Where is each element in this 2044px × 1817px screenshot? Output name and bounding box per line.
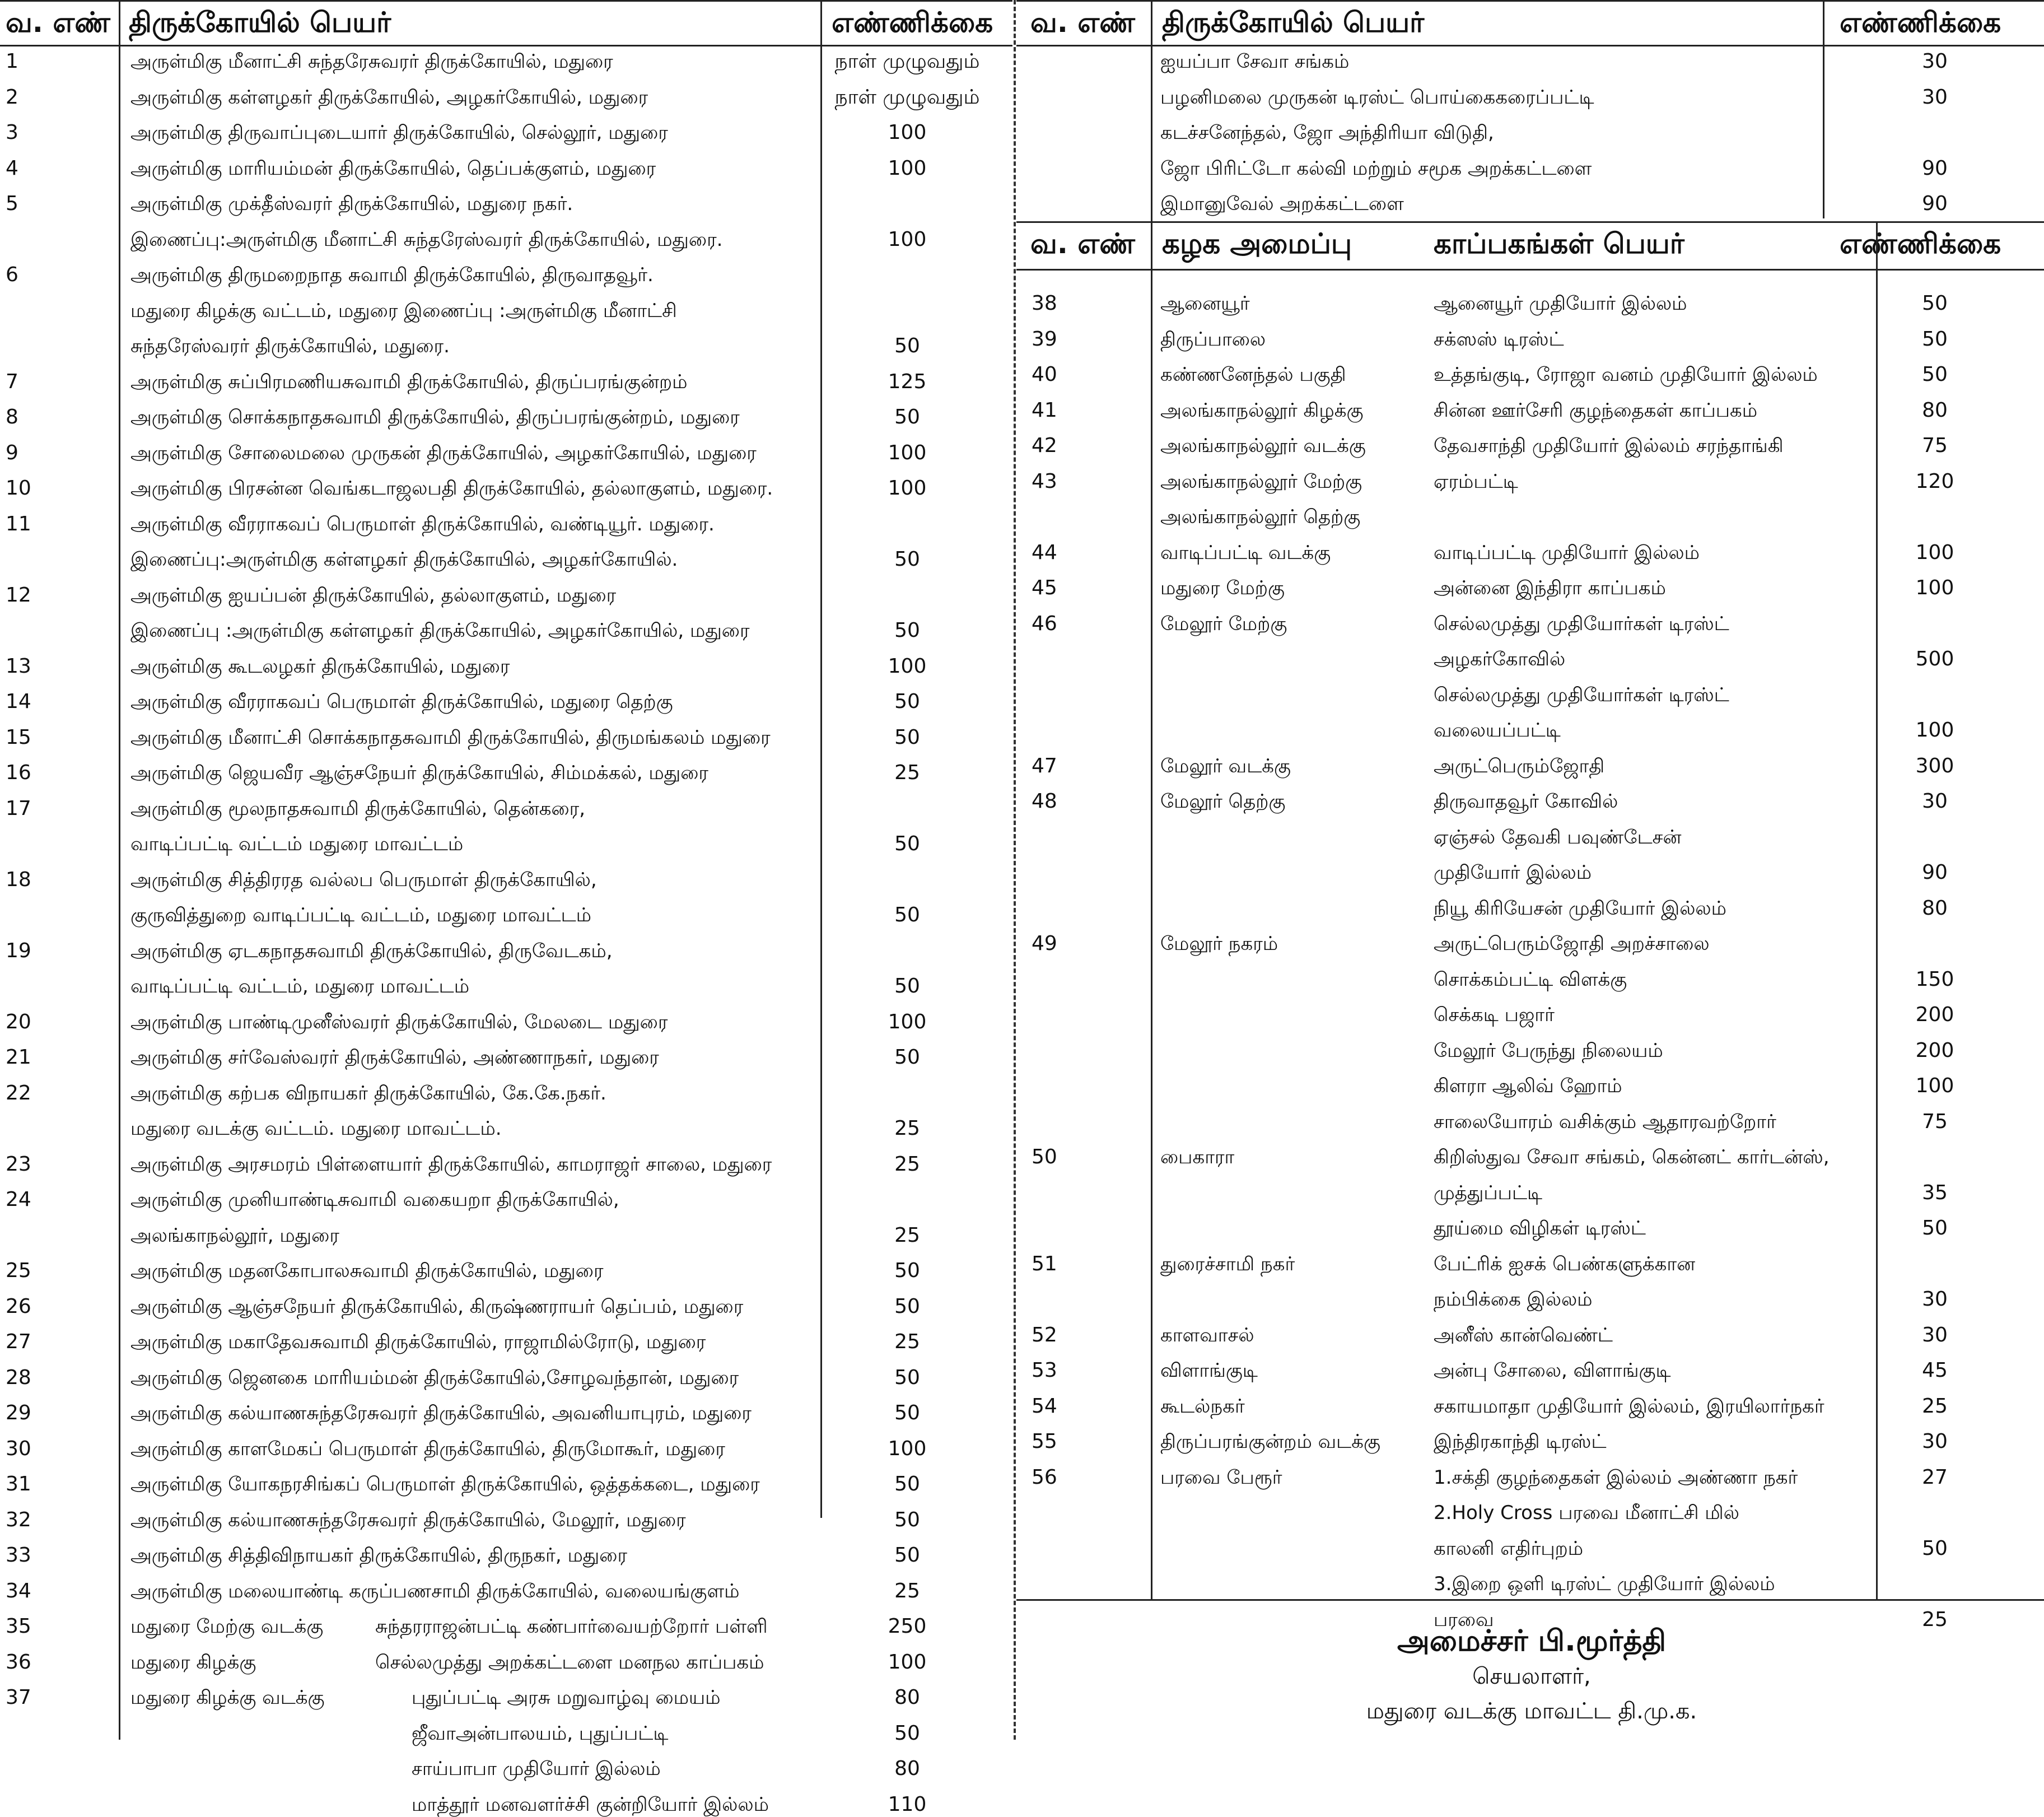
right-row-name: பரவை xyxy=(1434,1608,1494,1631)
signature-role: செயலாளர், xyxy=(1472,1664,1591,1689)
left-subrow-area: மதுரை கிழக்கு xyxy=(130,1651,256,1674)
left-row-count: 25 xyxy=(894,1117,920,1140)
right-row-area: மதுரை மேற்கு xyxy=(1160,577,1285,599)
left-row-count: 50 xyxy=(894,903,920,926)
left-row-count: 25 xyxy=(894,761,920,784)
right-row-number: 38 xyxy=(1032,292,1057,315)
left-subrow-count: 50 xyxy=(894,1721,920,1745)
right-row-name: முதியோர் இல்லம் xyxy=(1434,861,1592,884)
left-row-name: அருள்மிகு கற்பக விநாயகர் திருக்கோயில், கே.கே.நகர். xyxy=(130,1082,606,1105)
right-top-row-name: ஜோ பிரிட்டோ கல்வி மற்றும் சமூக அறக்கட்டளை xyxy=(1160,157,1592,180)
right-row-name: உத்தங்குடி, ரோஜா வனம் முதியோர் இல்லம் xyxy=(1434,364,1818,386)
left-subrow-count: 80 xyxy=(894,1757,920,1780)
left-subrow-place: சாய்பாபா முதியோர் இல்லம் xyxy=(412,1758,661,1780)
left-row-count: 50 xyxy=(894,832,920,855)
right-row-name: ஆனையூர் முதியோர் இல்லம் xyxy=(1434,292,1687,315)
left-row-name: அருள்மிகு ஆஞ்சநேயர் திருக்கோயில், கிருஷ்ணராயர் தெப்பம், மதுரை xyxy=(130,1295,744,1318)
left-header-sno: வ. எண் xyxy=(6,6,110,39)
left-row-number: 12 xyxy=(6,583,31,607)
left-row-name: அலங்காநல்லூர், மதுரை xyxy=(130,1224,339,1247)
left-row-name: அருள்மிகு முனியாண்டிசுவாமி வகையறா திருக்கோயில், xyxy=(130,1189,619,1211)
left-row-count: 50 xyxy=(894,725,920,749)
right-top-row-name: ஐயப்பா சேவா சங்கம் xyxy=(1160,50,1350,73)
right-row-name: வாடிப்பட்டி முதியோர் இல்லம் xyxy=(1434,541,1700,564)
left-row-name: அருள்மிகு சித்திவிநாயகர் திருக்கோயில், திருநகர், மதுரை xyxy=(130,1544,628,1567)
right-row-number: 48 xyxy=(1032,790,1057,813)
right-vline-3 xyxy=(1876,221,1878,1599)
right-row-name: இந்திரகாந்தி டிரஸ்ட் xyxy=(1434,1431,1607,1453)
left-subrow-area: மதுரை மேற்கு வடக்கு xyxy=(130,1615,324,1638)
left-row-number: 29 xyxy=(6,1401,31,1424)
left-row-count: 100 xyxy=(888,121,927,144)
right-row-name: சாலையோரம் வசிக்கும் ஆதாரவற்றோர் xyxy=(1434,1110,1776,1133)
left-subrow-place: ஜீவாஅன்பாலயம், புதுப்பட்டி xyxy=(412,1722,669,1745)
left-row-name: வாடிப்பட்டி வட்டம் மதுரை மாவட்டம் xyxy=(130,833,464,855)
right-row-area: பரவை பேரூர் xyxy=(1160,1466,1282,1489)
right-row-count: 30 xyxy=(1922,1430,1948,1453)
right-row-number: 41 xyxy=(1032,398,1057,422)
right2-header-area: கழக அமைப்பு xyxy=(1162,227,1352,260)
left-row-count: நாள் முழுவதும் xyxy=(834,85,980,109)
right-row-name: அருட்பெரும்ஜோதி xyxy=(1434,754,1605,777)
left-row-name: அருள்மிகு ஏடகநாதசுவாமி திருக்கோயில், திருவேடகம், xyxy=(130,939,613,962)
right-row-count: 200 xyxy=(1915,1038,1954,1062)
left-row-name: அருள்மிகு மாரியம்மன் திருக்கோயில், தெப்பக்குளம், மதுரை xyxy=(130,157,656,180)
left-row-number: 34 xyxy=(6,1579,31,1602)
left-row-count: நாள் முழுவதும் xyxy=(834,50,980,73)
left-row-number: 16 xyxy=(6,761,31,784)
right-row-area: மேலூர் வடக்கு xyxy=(1160,754,1291,777)
right-row-count: 30 xyxy=(1922,1288,1948,1311)
right-row-area: திருப்பரங்குன்றம் வடக்கு xyxy=(1160,1431,1380,1453)
right-row-count: 50 xyxy=(1922,1536,1948,1560)
right-row-name: அனீஸ் கான்வெண்ட் xyxy=(1434,1324,1613,1347)
right-row-count: 30 xyxy=(1922,1323,1948,1347)
right-row-count: 100 xyxy=(1915,576,1954,599)
right-row-count: 75 xyxy=(1922,434,1948,457)
left-row-number: 10 xyxy=(6,477,31,500)
left-row-count: 125 xyxy=(888,370,927,393)
right-row-name: ஏஞ்சல் தேவகி பவுண்டேசன் xyxy=(1434,826,1682,849)
left-row-count: 50 xyxy=(894,334,920,357)
left-row-name: அருள்மிகு கல்யாணசுந்தரேசுவரர் திருக்கோயில், அவனியாபுரம், மதுரை xyxy=(130,1402,752,1424)
left-vline-1 xyxy=(119,0,120,1740)
right-row-count: 50 xyxy=(1922,363,1948,386)
right-row-area: ஆனையூர் xyxy=(1160,292,1250,315)
left-row-name: அருள்மிகு பிரசன்ன வெங்கடாஜலபதி திருக்கோயில், தல்லாகுளம், மதுரை. xyxy=(130,477,773,500)
left-subrow-count: 100 xyxy=(888,1650,927,1674)
left-row-count: 100 xyxy=(888,227,927,251)
left-row-count: 50 xyxy=(894,1401,920,1424)
right-row-count: 50 xyxy=(1922,292,1948,315)
left-row-number: 22 xyxy=(6,1081,31,1105)
left-row-count: 50 xyxy=(894,975,920,998)
left-row-count: 50 xyxy=(894,548,920,571)
signature-org: மதுரை வடக்கு மாவட்ட தி.மு.க. xyxy=(1366,1698,1697,1724)
left-header-rule xyxy=(0,45,1012,46)
left-row-name: அருள்மிகு திருவாப்புடையார் திருக்கோயில், செல்லூர், மதுரை xyxy=(130,122,668,144)
left-row-name: அருள்மிகு பாண்டிமுனீஸ்வரர் திருக்கோயில், மேலடை மதுரை xyxy=(130,1010,668,1033)
left-row-name: மதுரை கிழக்கு வட்டம், மதுரை இணைப்பு :அருள்மிகு மீனாட்சி xyxy=(130,299,677,322)
right-row-name: சகாயமாதா முதியோர் இல்லம், இரயிலார்நகர் xyxy=(1434,1395,1824,1418)
right-row-count: 27 xyxy=(1922,1465,1948,1489)
right-row-count: 80 xyxy=(1922,398,1948,422)
left-row-name: அருள்மிகு மதனகோபாலசுவாமி திருக்கோயில், மதுரை xyxy=(130,1260,604,1282)
right-row-name: அழகர்கோவில் xyxy=(1434,648,1566,670)
left-vline-2 xyxy=(820,0,822,1518)
right-row-count: 30 xyxy=(1922,790,1948,813)
right-row-count: 100 xyxy=(1915,1074,1954,1097)
left-row-count: 25 xyxy=(894,1223,920,1247)
right-row-name: மேலூர் பேருந்து நிலையம் xyxy=(1434,1039,1663,1062)
left-row-name: அருள்மிகு மீனாட்சி சுந்தரேசுவரர் திருக்கோயில், மதுரை xyxy=(130,50,613,73)
left-row-name: அருள்மிகு கள்ளழகர் திருக்கோயில், அழகர்கோயில், மதுரை xyxy=(130,86,648,109)
right-row-name: பேட்ரிக் ஐசக் பெண்களுக்கான xyxy=(1434,1252,1696,1275)
right-row-name: தேவசாந்தி முதியோர் இல்லம் சரந்தாங்கி xyxy=(1434,435,1784,457)
right-row-name: முத்துப்பட்டி xyxy=(1434,1181,1543,1204)
left-row-count: 100 xyxy=(888,1010,927,1033)
left-row-count: 25 xyxy=(894,1579,920,1602)
right-row-name: அருட்பெரும்ஜோதி அறச்சாலை xyxy=(1434,933,1710,955)
left-row-name: அருள்மிகு அரசமரம் பிள்ளையார் திருக்கோயில், காமராஜர் சாலை, மதுரை xyxy=(130,1153,772,1176)
left-subrow-place: மாத்தூர் மனவளர்ச்சி குன்றியோர் இல்லம் xyxy=(412,1793,769,1816)
right-row-name: 2.Holy Cross பரவை மீனாட்சி மில் xyxy=(1434,1502,1739,1524)
right-row-name: கிளரா ஆலிவ் ஹோம் xyxy=(1434,1075,1622,1097)
left-row-name: அருள்மிகு வீரராகவப் பெருமாள் திருக்கோயில், வண்டியூர். மதுரை. xyxy=(130,513,715,535)
left-row-number: 3 xyxy=(6,121,18,144)
left-row-name: இணைப்பு :அருள்மிகு கள்ளழகர் திருக்கோயில், அழகர்கோயில், மதுரை xyxy=(130,619,750,642)
right-row-area: பைகாரா xyxy=(1160,1146,1235,1168)
right-top-row-name: இமானுவேல் அறக்கட்டளை xyxy=(1160,193,1404,215)
left-top-rule xyxy=(0,0,1012,2)
left-row-number: 2 xyxy=(6,85,18,109)
column-divider xyxy=(1014,0,1016,1740)
left-row-name: அருள்மிகு சர்வேஸ்வரர் திருக்கோயில், அண்ணாநகர், மதுரை xyxy=(130,1046,659,1069)
left-row-number: 32 xyxy=(6,1508,31,1531)
right-row-name: 1.சக்தி குழந்தைகள் இல்லம் அண்ணா நகர் xyxy=(1434,1466,1798,1489)
left-row-name: அருள்மிகு ஐயப்பன் திருக்கோயில், தல்லாகுளம், மதுரை xyxy=(130,584,617,607)
left-row-number: 11 xyxy=(6,512,31,535)
right2-header-sno: வ. எண் xyxy=(1030,227,1135,260)
left-subrow-place: சுந்தரராஜன்பட்டி கண்பார்வையற்றோர் பள்ளி xyxy=(375,1615,768,1638)
left-row-number: 18 xyxy=(6,868,31,891)
right-row-number: 39 xyxy=(1032,327,1057,351)
right-row-name: ஏரம்பட்டி xyxy=(1434,470,1518,493)
right-header-count: எண்ணிக்கை xyxy=(1840,6,2001,39)
right2-header-count: எண்ணிக்கை xyxy=(1840,227,2001,260)
left-row-name: அருள்மிகு சித்திரரத வல்லப பெருமாள் திருக்கோயில், xyxy=(130,868,597,891)
right-row-area: கண்ணனேந்தல் பகுதி xyxy=(1160,364,1346,386)
left-row-number: 28 xyxy=(6,1366,31,1389)
right-row-count: 100 xyxy=(1915,541,1954,564)
left-row-number: 13 xyxy=(6,654,31,678)
right-row-area: காளவாசல் xyxy=(1160,1324,1254,1347)
right-row-name: செல்லமுத்து முதியோர்கள் டிரஸ்ட் xyxy=(1434,683,1729,706)
left-row-name: அருள்மிகு ஜெனகை மாரியம்மன் திருக்கோயில்,சோழவந்தான், மதுரை xyxy=(130,1366,739,1389)
left-row-name: அருள்மிகு ஜெயவீர ஆஞ்சநேயர் திருக்கோயில், சிம்மக்கல், மதுரை xyxy=(130,762,708,784)
right-row-number: 45 xyxy=(1032,576,1057,599)
left-row-name: அருள்மிகு மலையாண்டி கருப்பணசாமி திருக்கோயில், வலையங்குளம் xyxy=(130,1580,740,1602)
right-section-header-rule xyxy=(1016,269,2044,271)
left-row-number: 7 xyxy=(6,370,18,393)
right-row-count: 25 xyxy=(1922,1608,1948,1631)
left-header-name: திருக்கோயில் பெயர் xyxy=(129,6,391,39)
right-row-number: 43 xyxy=(1032,469,1057,493)
left-subrow-number: 35 xyxy=(6,1615,31,1638)
right-row-name: அன்னை இந்திரா காப்பகம் xyxy=(1434,577,1666,599)
right-section-rule xyxy=(1016,221,2044,223)
left-row-name: அருள்மிகு யோகநரசிங்கப் பெருமாள் திருக்கோயில், ஒத்தக்கடை, மதுரை xyxy=(130,1473,760,1495)
right-row-area: அலங்காநல்லூர் கிழக்கு xyxy=(1160,399,1364,422)
left-row-count: 100 xyxy=(888,654,927,678)
right-row-name: நியூ கிரியேசன் முதியோர் இல்லம் xyxy=(1434,897,1726,920)
right-row-area: அலங்காநல்லூர் தெற்கு xyxy=(1160,506,1361,528)
left-row-name: அருள்மிகு திருமறைநாத சுவாமி திருக்கோயில், திருவாதவூர். xyxy=(130,264,654,286)
left-header-count: எண்ணிக்கை xyxy=(832,6,993,39)
right-row-number: 47 xyxy=(1032,754,1057,777)
right-row-area: மேலூர் தெற்கு xyxy=(1160,790,1286,813)
right-row-name: காலனி எதிர்புறம் xyxy=(1434,1537,1584,1560)
right-row-number: 52 xyxy=(1032,1323,1057,1347)
right-row-number: 46 xyxy=(1032,612,1057,635)
right-row-count: 90 xyxy=(1922,861,1948,884)
left-row-number: 8 xyxy=(6,406,18,428)
left-row-count: 50 xyxy=(894,619,920,642)
left-subrow-number: 36 xyxy=(6,1650,31,1674)
left-row-name: மதுரை வடக்கு வட்டம். மதுரை மாவட்டம். xyxy=(130,1117,502,1140)
right-row-count: 120 xyxy=(1915,469,1954,493)
left-row-number: 26 xyxy=(6,1294,31,1318)
right-top-row-count: 30 xyxy=(1922,85,1948,109)
signature-name: அமைச்சர் பி.மூர்த்தி xyxy=(1397,1624,1667,1658)
left-row-name: அருள்மிகு மூலநாதசுவாமி திருக்கோயில், தென்கரை, xyxy=(130,797,585,820)
right-row-area: வாடிப்பட்டி வடக்கு xyxy=(1160,541,1331,564)
right-row-area: கூடல்நகர் xyxy=(1160,1395,1245,1418)
right-row-area: விளாங்குடி xyxy=(1160,1359,1258,1382)
left-row-name: இணைப்பு:அருள்மிகு கள்ளழகர் திருக்கோயில், அழகர்கோயில். xyxy=(130,548,678,571)
right-vline-2 xyxy=(1823,0,1824,218)
right-row-count: 200 xyxy=(1915,1003,1954,1026)
left-row-count: 50 xyxy=(894,1473,920,1495)
left-row-number: 6 xyxy=(6,263,18,286)
left-row-number: 33 xyxy=(6,1544,31,1567)
left-row-number: 24 xyxy=(6,1188,31,1211)
left-row-number: 25 xyxy=(6,1259,31,1282)
left-row-count: 50 xyxy=(894,406,920,428)
right-vline-1 xyxy=(1151,0,1152,1599)
right-row-area: திருப்பாலை xyxy=(1160,328,1266,351)
left-subrow-count: 80 xyxy=(894,1686,920,1709)
left-subrow-place: புதுப்பட்டி அரசு மறுவாழ்வு மையம் xyxy=(412,1686,721,1709)
left-row-number: 1 xyxy=(6,50,18,73)
left-row-count: 50 xyxy=(894,1544,920,1567)
right-top-row-count: 90 xyxy=(1922,192,1948,215)
right-top-rule xyxy=(1016,0,2044,2)
left-row-name: அருள்மிகு கல்யாணசுந்தரேசுவரர் திருக்கோயில், மேலூர், மதுரை xyxy=(130,1508,686,1531)
right-row-number: 40 xyxy=(1032,363,1057,386)
left-row-number: 5 xyxy=(6,192,18,215)
right-bottom-rule xyxy=(1016,1599,2044,1601)
left-row-number: 30 xyxy=(6,1437,31,1460)
right-row-name: அன்பு சோலை, விளாங்குடி xyxy=(1434,1359,1671,1382)
right-top-row-name: கடச்சனேந்தல், ஜோ அந்திரியா விடுதி, xyxy=(1160,122,1494,144)
right-row-area: மேலூர் நகரம் xyxy=(1160,933,1278,955)
right-row-number: 53 xyxy=(1032,1359,1057,1382)
left-row-count: 100 xyxy=(888,1437,927,1460)
right-row-count: 500 xyxy=(1915,647,1954,670)
left-row-count: 100 xyxy=(888,441,927,464)
left-row-count: 50 xyxy=(894,1508,920,1531)
right-row-number: 55 xyxy=(1032,1430,1057,1453)
right-row-name: கிறிஸ்துவ சேவா சங்கம், கென்னட் கார்டன்ஸ், xyxy=(1434,1146,1830,1168)
right-row-count: 75 xyxy=(1922,1110,1948,1133)
right-row-number: 42 xyxy=(1032,434,1057,457)
right-row-name: சக்ஸஸ் டிரஸ்ட் xyxy=(1434,328,1564,351)
right-row-number: 44 xyxy=(1032,541,1057,564)
right-row-count: 45 xyxy=(1922,1359,1948,1382)
right-header-sno: வ. எண் xyxy=(1030,6,1135,39)
left-row-name: அருள்மிகு முக்தீஸ்வரர் திருக்கோயில், மதுரை நகர். xyxy=(130,193,573,215)
left-subrow-area: மதுரை கிழக்கு வடக்கு xyxy=(130,1686,325,1709)
left-row-name: வாடிப்பட்டி வட்டம், மதுரை மாவட்டம் xyxy=(130,975,470,998)
right-row-name: சொக்கம்பட்டி விளக்கு xyxy=(1434,968,1627,991)
right-header-name: திருக்கோயில் பெயர் xyxy=(1162,6,1425,39)
right-header-rule xyxy=(1016,45,2044,46)
left-row-number: 9 xyxy=(6,441,18,464)
left-row-name: அருள்மிகு வீரராகவப் பெருமாள் திருக்கோயில், மதுரை தெற்கு xyxy=(130,691,673,713)
left-row-name: அருள்மிகு மீனாட்சி சொக்கநாதசுவாமி திருக்கோயில், திருமங்கலம் மதுரை xyxy=(130,726,771,749)
right-row-name: வலையப்பட்டி xyxy=(1434,719,1561,742)
left-subrow-place: செல்லமுத்து அறக்கட்டளை மனநல காப்பகம் xyxy=(375,1651,764,1674)
left-row-name: அருள்மிகு காளமேகப் பெருமாள் திருக்கோயில், திருமோகூர், மதுரை xyxy=(130,1437,725,1460)
left-row-name: அருள்மிகு சுப்பிரமணியசுவாமி திருக்கோயில், திருப்பரங்குன்றம் xyxy=(130,370,688,393)
left-row-count: 50 xyxy=(894,1366,920,1389)
right-row-number: 54 xyxy=(1032,1394,1057,1418)
left-row-name: அருள்மிகு சோலைமலை முருகன் திருக்கோயில், அழகர்கோயில், மதுரை xyxy=(130,441,757,464)
left-row-number: 4 xyxy=(6,156,18,180)
right-row-count: 150 xyxy=(1915,967,1954,991)
right-top-row-count: 90 xyxy=(1922,156,1948,180)
right-row-count: 80 xyxy=(1922,896,1948,920)
left-row-number: 20 xyxy=(6,1010,31,1033)
left-row-number: 27 xyxy=(6,1330,31,1353)
left-subrow-count: 110 xyxy=(888,1792,927,1816)
right-row-number: 49 xyxy=(1032,932,1057,955)
left-row-number: 23 xyxy=(6,1152,31,1176)
right-row-name: திருவாதவூர் கோவில் xyxy=(1434,790,1618,813)
left-subrow-count: 250 xyxy=(888,1615,927,1638)
left-row-name: சுந்தரேஸ்வரர் திருக்கோயில், மதுரை. xyxy=(130,335,450,357)
right-row-number: 51 xyxy=(1032,1252,1057,1275)
left-row-name: அருள்மிகு மகாதேவசுவாமி திருக்கோயில், ராஜாமில்ரோடு, மதுரை xyxy=(130,1331,706,1353)
left-row-number: 21 xyxy=(6,1046,31,1069)
right-row-name: 3.இறை ஒளி டிரஸ்ட் முதியோர் இல்லம் xyxy=(1434,1573,1775,1595)
right-row-count: 50 xyxy=(1922,327,1948,351)
right-row-count: 300 xyxy=(1915,754,1954,777)
left-row-name: குருவித்துறை வாடிப்பட்டி வட்டம், மதுரை மாவட்டம் xyxy=(130,904,592,926)
left-row-name: இணைப்பு:அருள்மிகு மீனாட்சி சுந்தரேஸ்வரர் திருக்கோயில், மதுரை. xyxy=(130,228,723,251)
right-row-number: 50 xyxy=(1032,1145,1057,1168)
right-row-number: 56 xyxy=(1032,1465,1057,1489)
left-row-count: 100 xyxy=(888,156,927,180)
left-row-count: 50 xyxy=(894,1294,920,1318)
right-row-count: 35 xyxy=(1922,1181,1948,1204)
right-row-area: துரைச்சாமி நகர் xyxy=(1160,1252,1295,1275)
right-top-row-count: 30 xyxy=(1922,50,1948,73)
right-row-name: சின்ன ஊர்சேரி குழந்தைகள் காப்பகம் xyxy=(1434,399,1758,422)
left-row-count: 50 xyxy=(894,690,920,713)
right-row-area: மேலூர் மேற்கு xyxy=(1160,612,1287,635)
right-top-row-name: பழனிமலை முருகன் டிரஸ்ட் பொய்கைகரைப்பட்டி xyxy=(1160,86,1594,109)
right-row-count: 100 xyxy=(1915,719,1954,742)
right-row-count: 25 xyxy=(1922,1394,1948,1418)
left-row-count: 25 xyxy=(894,1152,920,1176)
right-row-name: செக்கடி பஜார் xyxy=(1434,1004,1555,1026)
left-row-number: 17 xyxy=(6,796,31,820)
left-row-name: அருள்மிகு கூடலழகர் திருக்கோயில், மதுரை xyxy=(130,655,510,678)
left-subrow-number: 37 xyxy=(6,1686,31,1709)
left-row-count: 25 xyxy=(894,1330,920,1353)
left-row-number: 15 xyxy=(6,725,31,749)
right-row-name: செல்லமுத்து முதியோர்கள் டிரஸ்ட் xyxy=(1434,612,1729,635)
left-row-number: 31 xyxy=(6,1473,31,1495)
left-row-count: 50 xyxy=(894,1046,920,1069)
right2-header-name: காப்பகங்கள் பெயர் xyxy=(1434,227,1684,260)
right-row-name: நம்பிக்கை இல்லம் xyxy=(1434,1288,1593,1311)
left-row-name: அருள்மிகு சொக்கநாதசுவாமி திருக்கோயில், திருப்பரங்குன்றம், மதுரை xyxy=(130,406,740,428)
right-row-count: 50 xyxy=(1922,1217,1948,1240)
right-row-name: தூய்மை விழிகள் டிரஸ்ட் xyxy=(1434,1217,1646,1240)
right-row-area: அலங்காநல்லூர் மேற்கு xyxy=(1160,470,1362,493)
left-row-count: 50 xyxy=(894,1259,920,1282)
left-row-number: 19 xyxy=(6,939,31,962)
left-row-number: 14 xyxy=(6,690,31,713)
right-row-area: அலங்காநல்லூர் வடக்கு xyxy=(1160,435,1366,457)
left-row-count: 100 xyxy=(888,477,927,500)
